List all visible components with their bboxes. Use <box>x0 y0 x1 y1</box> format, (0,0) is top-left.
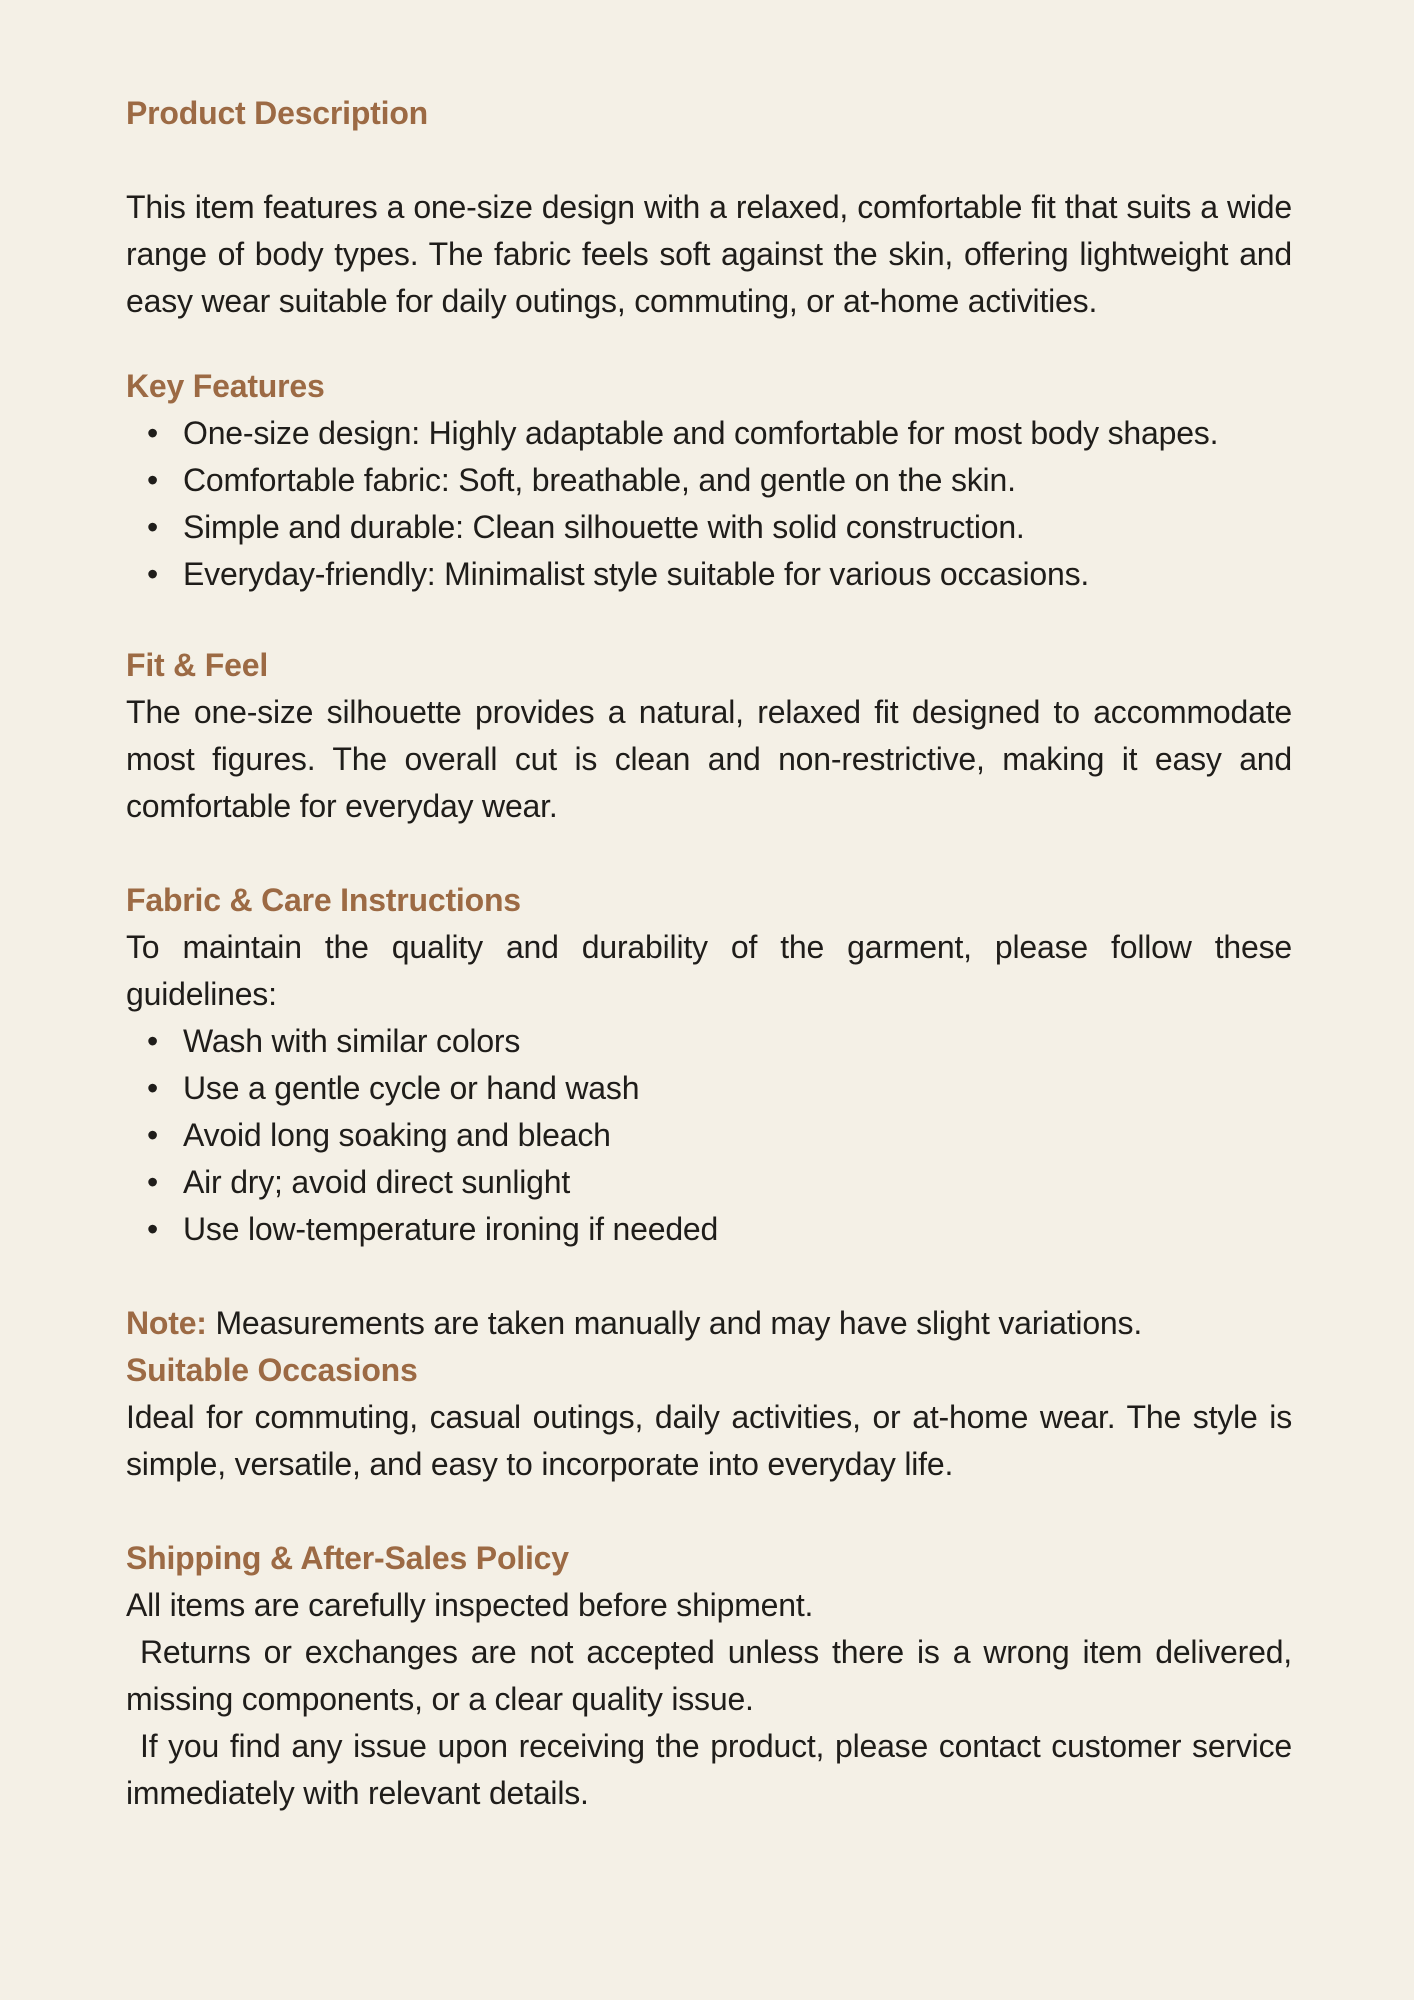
fit-feel-heading: Fit & Feel <box>126 647 269 683</box>
page-title: Product Description <box>126 95 429 131</box>
care-instructions-list <box>126 1018 1292 1253</box>
shipping-line: If you find any issue upon receiving the product, please contact customer service immediately with relevant details. <box>126 1728 1292 1811</box>
key-features-heading: Key Features <box>126 368 325 404</box>
list-item: • Air dry; avoid direct sunlight <box>126 1159 1292 1206</box>
suitable-occasions-paragraph: Ideal for commuting, casual outings, daily activities, or at-home wear. The style is simple, versatile, and easy to incorporate into everyday life. <box>126 1399 1292 1482</box>
fabric-care-heading: Fabric & Care Instructions <box>126 882 521 918</box>
list-item: • One-size design: Highly adaptable and comfortable for most body shapes. <box>126 410 1292 457</box>
list-item: • Wash with similar colors <box>126 1018 1292 1065</box>
suitable-occasions-heading: Suitable Occasions <box>126 1352 418 1388</box>
list-item: • Avoid long soaking and bleach <box>126 1112 1292 1159</box>
list-item: • Simple and durable: Clean silhouette with solid construction. <box>126 504 1292 551</box>
list-item: • Everyday-friendly: Minimalist style suitable for various occasions. <box>126 551 1292 598</box>
shipping-policy-heading: Shipping & After-Sales Policy <box>126 1540 569 1576</box>
fit-feel-paragraph: The one-size silhouette provides a natural, relaxed fit designed to accommodate most figures. The overall cut is clean and non-restrictive, making it easy and comfortable for everyday wear. <box>126 694 1292 824</box>
note-line <box>126 1300 1292 1347</box>
fabric-care-lead: To maintain the quality and durability of the garment, please follow these guidelines: <box>126 929 1292 1012</box>
intro-paragraph: This item features a one-size design with a relaxed, comfortable fit that suits a wide range of body types. The fabric feels soft against the skin, offering lightweight and easy wear suitable for daily outings, commuting, or at-home activities. <box>126 189 1292 319</box>
note-text: Measurements are taken manually and may have slight variations. <box>206 1305 1143 1341</box>
shipping-line: Returns or exchanges are not accepted unless there is a wrong item delivered, missing components, or a clear quality issue. <box>126 1634 1292 1717</box>
note-label: Note: <box>126 1305 207 1341</box>
list-item: • Comfortable fabric: Soft, breathable, and gentle on the skin. <box>126 457 1292 504</box>
list-item: • Use low-temperature ironing if needed <box>126 1206 1292 1253</box>
shipping-line: All items are carefully inspected before shipment. <box>126 1587 814 1623</box>
list-item: • Use a gentle cycle or hand wash <box>126 1065 1292 1112</box>
key-features-list <box>126 410 1292 598</box>
